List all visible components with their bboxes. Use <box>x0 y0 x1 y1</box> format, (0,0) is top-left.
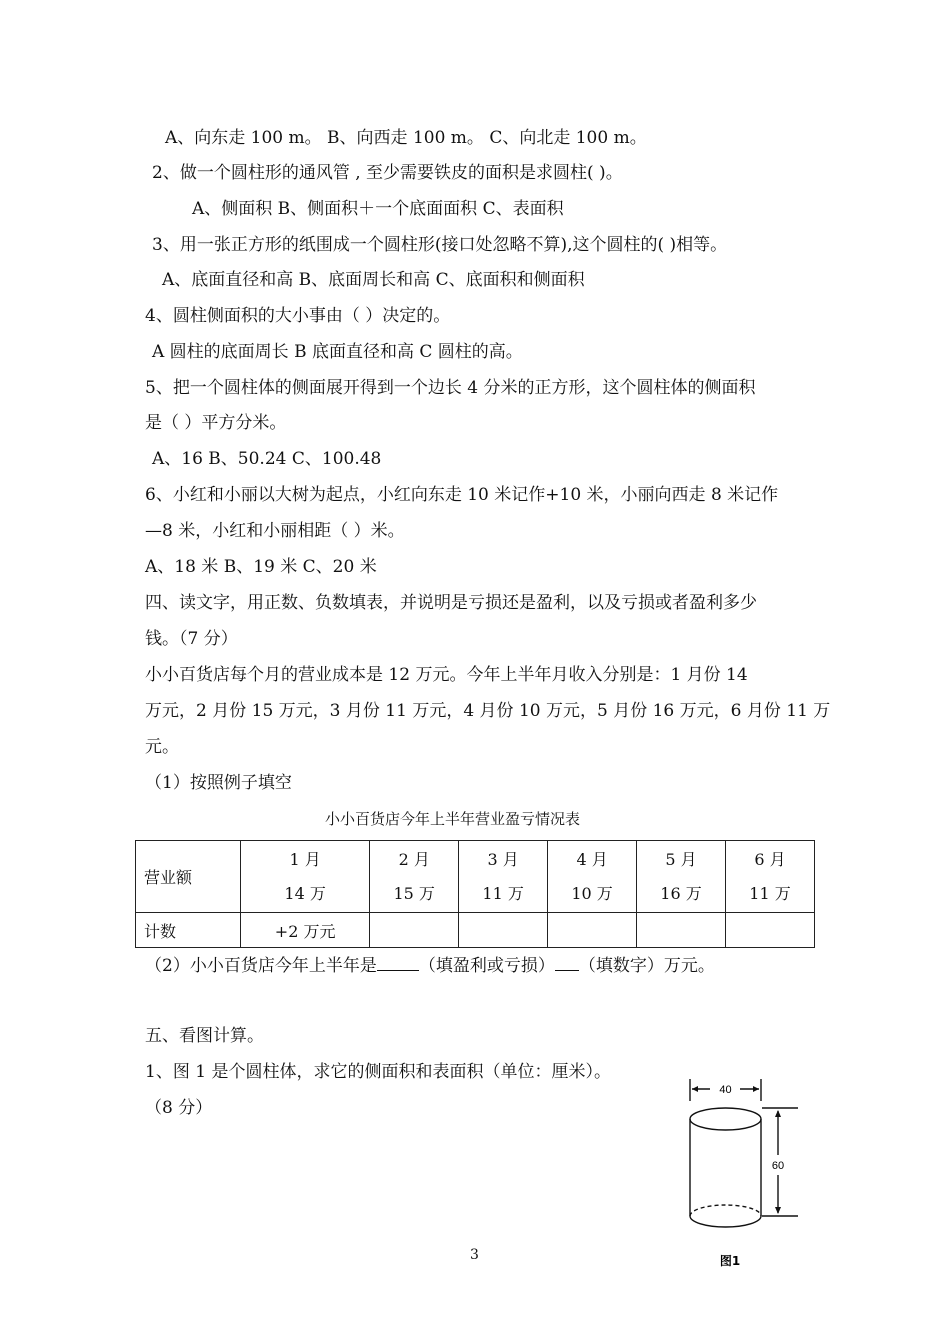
arrow-down-icon <box>775 1207 781 1214</box>
height-label: 60 <box>771 1160 785 1172</box>
q3-options: A、底面直径和高 B、底面周长和高 C、底面积和侧面积 <box>162 270 585 290</box>
q2-stem: 2、做一个圆柱形的通风管 , 至少需要铁皮的面积是求圆柱( )。 <box>152 163 623 183</box>
answer-blank-profit-loss[interactable] <box>377 954 419 971</box>
table-title: 小小百货店今年上半年营业盈亏情况表 <box>325 810 581 828</box>
q5-stem-line1: 5、把一个圆柱体的侧面展开得到一个边长 4 分米的正方形，这个圆柱体的侧面积 <box>145 378 756 398</box>
page-number: 3 <box>470 1247 479 1263</box>
count-cell[interactable] <box>726 913 815 948</box>
q5-stem-line2: 是（ ）平方分米。 <box>145 413 287 433</box>
q6-stem-line2: —8 米，小红和小丽相距（ ）米。 <box>145 521 405 541</box>
count-header: 计数 <box>136 913 241 948</box>
cylinder-figure <box>680 1075 805 1270</box>
cylinder-top <box>690 1108 761 1130</box>
section4-text-line2: 万元，2 月份 15 万元，3 月份 11 万元，4 月份 10 万元，5 月份 16 万元，6 月份 11 万 <box>145 701 831 721</box>
month-cell: 2 月 15 万 <box>370 841 459 913</box>
arrow-left-icon <box>692 1086 698 1092</box>
q4-options: A 圆柱的底面周长 B 底面直径和高 C 圆柱的高。 <box>152 342 523 362</box>
section4-title-line1: 四、读文字，用正数、负数填表，并说明是亏损还是盈利，以及亏损或者盈利多少 <box>145 593 757 613</box>
q6-stem-line1: 6、小红和小丽以大树为起点，小红向东走 10 米记作+10 米，小丽向西走 8 米记作 <box>145 485 779 505</box>
section4-text-line1: 小小百货店每个月的营业成本是 12 万元。今年上半年月收入分别是：1 月份 14 <box>145 665 748 685</box>
count-cell[interactable]: +2 万元 <box>241 913 370 948</box>
table-row-revenue <box>136 841 815 913</box>
count-cell[interactable] <box>548 913 637 948</box>
arrow-up-icon <box>775 1110 781 1117</box>
table-row-count <box>136 913 815 948</box>
month-cell: 5 月 16 万 <box>637 841 726 913</box>
answer-blank-amount[interactable] <box>555 954 579 971</box>
count-cell[interactable] <box>637 913 726 948</box>
section5-q1-line1: 1、图 1 是个圆柱体，求它的侧面积和表面积（单位：厘米）。 <box>145 1062 611 1082</box>
q1-options: A、向东走 100 m。 B、向西走 100 m。 C、向北走 100 m。 <box>165 128 647 148</box>
month-cell: 3 月 11 万 <box>459 841 548 913</box>
count-cell[interactable] <box>459 913 548 948</box>
section5-q1-line2: （8 分） <box>145 1098 213 1118</box>
profit-loss-table <box>135 840 815 948</box>
q5-options: A、16 B、50.24 C、100.48 <box>152 449 382 469</box>
section5-title: 五、看图计算。 <box>145 1026 264 1046</box>
count-cell[interactable] <box>370 913 459 948</box>
month-cell: 6 月 11 万 <box>726 841 815 913</box>
q2-options: A、侧面积 B、侧面积＋一个底面面积 C、表面积 <box>192 199 564 219</box>
arrow-right-icon <box>753 1086 759 1092</box>
month-cell: 1 月 14 万 <box>241 841 370 913</box>
cylinder-bottom-back <box>690 1205 761 1216</box>
cylinder-bottom-front <box>690 1216 761 1227</box>
section4-title-line2: 钱。（7 分） <box>145 629 238 649</box>
q3-stem: 3、用一张正方形的纸围成一个圆柱形(接口处忽略不算),这个圆柱的( )相等。 <box>152 235 728 255</box>
q6-options: A、18 米 B、19 米 C、20 米 <box>145 557 377 577</box>
width-label: 40 <box>719 1084 732 1096</box>
revenue-header: 营业额 <box>136 841 241 913</box>
section4-sub2: （2）小小百货店今年上半年是 （填盈利或亏损） （填数字）万元。 <box>145 956 715 976</box>
figure-caption: 图1 <box>719 1254 741 1268</box>
month-cell: 4 月 10 万 <box>548 841 637 913</box>
section4-text-line3: 元。 <box>145 737 179 757</box>
q4-stem: 4、圆柱侧面积的大小事由（ ）决定的。 <box>145 306 451 326</box>
section4-sub1: （1）按照例子填空 <box>145 773 292 793</box>
